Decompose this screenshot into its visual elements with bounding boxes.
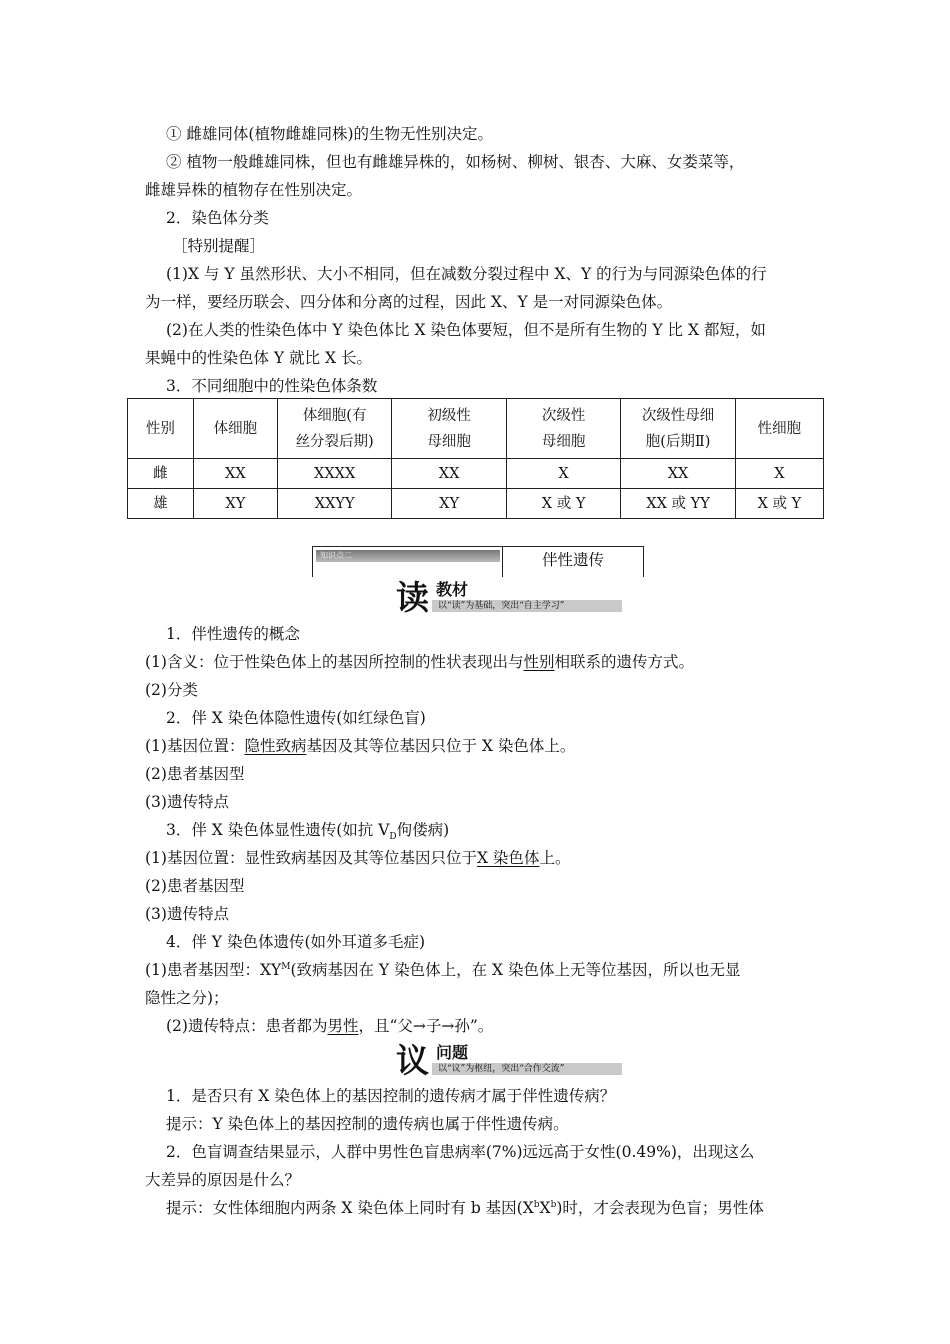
knowledge-point-box bbox=[312, 546, 644, 577]
section-heading-3: 3．不同细胞中的性染色体条数 bbox=[166, 377, 378, 395]
header-line: 丝分裂后期) bbox=[295, 433, 374, 450]
text-span: X bbox=[539, 1199, 551, 1217]
underlined-term: 性别 bbox=[523, 653, 555, 671]
table-cell: XY bbox=[193, 489, 277, 519]
underlined-term: 男性 bbox=[327, 1017, 359, 1035]
discuss-question-banner bbox=[396, 1042, 628, 1082]
table-header-cell bbox=[621, 399, 735, 459]
reading-4-1 bbox=[145, 960, 740, 980]
header-line: 次级性母细 bbox=[641, 407, 715, 424]
sex-chromosome-table bbox=[127, 398, 824, 519]
table-header-cell bbox=[506, 399, 620, 459]
reading-2-1 bbox=[145, 736, 575, 756]
table-cell: X bbox=[735, 459, 823, 489]
text-span: (2)遗传特点：患者都为 bbox=[166, 1017, 328, 1035]
reading-3 bbox=[166, 820, 450, 843]
text-span: (1)基因位置：显性致病基因及其等位基因只位于 bbox=[145, 849, 477, 867]
text-span: (1)基因位置： bbox=[145, 737, 245, 755]
reading-2-2: (2)患者基因型 bbox=[145, 765, 245, 783]
banner-word: 教材 bbox=[436, 580, 469, 599]
superscript: b bbox=[533, 1199, 540, 1210]
banner-subtitle: 以“读”为基础，突出“自主学习” bbox=[432, 600, 622, 612]
table-cell: XXXX bbox=[277, 459, 391, 489]
reading-4-1c: 隐性之分)； bbox=[145, 989, 229, 1007]
text-span: ，且“父→子→孙”。 bbox=[358, 1017, 494, 1035]
underlined-term: X 染色体 bbox=[476, 849, 540, 867]
reading-2-3: (3)遗传特点 bbox=[145, 793, 229, 811]
table-header-cell: 性别 bbox=[128, 399, 194, 459]
reminder-1a: (1)X 与 Y 虽然形状、大小不相同，但在减数分裂过程中 X、Y 的行为与同源染色体的行 bbox=[166, 265, 767, 283]
table-header-cell: 体细胞 bbox=[193, 399, 277, 459]
header-line: 体细胞(有 bbox=[302, 407, 367, 424]
table-cell: XX 或 YY bbox=[621, 489, 735, 519]
text-span: 相联系的遗传方式。 bbox=[554, 653, 694, 671]
header-line: 次级性 bbox=[541, 407, 586, 424]
read-textbook-banner bbox=[396, 579, 628, 619]
reading-4-2 bbox=[166, 1016, 493, 1036]
hint-2 bbox=[166, 1198, 764, 1218]
table-cell: X 或 Y bbox=[506, 489, 620, 519]
reading-3-2: (2)患者基因型 bbox=[145, 877, 245, 895]
text-span: (1)含义：位于性染色体上的基因所控制的性状表现出与 bbox=[145, 653, 524, 671]
table-header-cell: 性细胞 bbox=[735, 399, 823, 459]
reading-3-3: (3)遗传特点 bbox=[145, 905, 229, 923]
banner-big-char: 读 bbox=[396, 578, 429, 617]
intro-line-1: ① 雌雄同体(植物雌雄同株)的生物无性别决定。 bbox=[166, 125, 494, 143]
text-span: (致病基因在 Y 染色体上，在 X 染色体上无等位基因，所以也无显 bbox=[290, 961, 741, 979]
reading-4: 4．伴 Y 染色体遗传(如外耳道多毛症) bbox=[166, 933, 426, 951]
reading-1-2: (2)分类 bbox=[145, 681, 198, 699]
table-cell: XXYY bbox=[277, 489, 391, 519]
subscript: D bbox=[389, 832, 397, 843]
table-cell: XX bbox=[621, 459, 735, 489]
table-row bbox=[128, 459, 824, 489]
table-header-row bbox=[128, 399, 824, 459]
table-header-cell bbox=[277, 399, 391, 459]
reminder-2b: 果蝇中的性染色体 Y 就比 X 长。 bbox=[145, 349, 372, 367]
knowledge-point-tag: 知识点二 bbox=[316, 550, 500, 562]
banner-subtitle: 以“议”为枢纽，突出“合作交流” bbox=[432, 1063, 622, 1075]
table-cell: 雄 bbox=[128, 489, 194, 519]
reading-1-1 bbox=[145, 652, 694, 672]
special-reminder-label: ［特别提醒］ bbox=[172, 237, 266, 255]
text-span: 3．伴 X 染色体显性遗传(如抗 V bbox=[166, 821, 390, 839]
table-cell: XY bbox=[392, 489, 506, 519]
reading-3-1 bbox=[145, 848, 570, 868]
knowledge-point-title: 伴性遗传 bbox=[541, 551, 604, 569]
underlined-term: 隐性致病 bbox=[244, 737, 307, 755]
table-cell: XX bbox=[193, 459, 277, 489]
superscript: M bbox=[281, 961, 291, 972]
intro-line-2b: 雌雄异株的植物存在性别决定。 bbox=[145, 181, 363, 199]
reminder-2a: (2)在人类的性染色体中 Y 染色体比 X 染色体要短，但不是所有生物的 Y 比 X 都短，如 bbox=[166, 321, 766, 339]
text-span: 上。 bbox=[539, 849, 571, 867]
text-span: )时，才会表现为色盲；男性体 bbox=[556, 1199, 764, 1217]
header-line: 母细胞 bbox=[427, 433, 471, 450]
table-header-cell bbox=[392, 399, 506, 459]
table-cell: X 或 Y bbox=[735, 489, 823, 519]
reading-2: 2．伴 X 染色体隐性遗传(如红绿色盲) bbox=[166, 709, 426, 727]
question-2a: 2．色盲调查结果显示，人群中男性色盲患病率(7%)远远高于女性(0.49%)，出现这么 bbox=[166, 1143, 755, 1161]
banner-big-char: 议 bbox=[396, 1041, 429, 1080]
header-line: 初级性 bbox=[427, 407, 471, 424]
table-row bbox=[128, 489, 824, 519]
intro-line-2a: ② 植物一般雌雄同株，但也有雌雄异株的，如杨树、柳树、银杏、大麻、女娄菜等， bbox=[166, 153, 745, 171]
question-1: 1．是否只有 X 染色体上的基因控制的遗传病才属于伴性遗传病？ bbox=[166, 1087, 616, 1105]
reading-1: 1．伴性遗传的概念 bbox=[166, 625, 300, 643]
header-line: 母细胞 bbox=[541, 433, 586, 450]
header-line: 胞(后期Ⅱ) bbox=[645, 433, 711, 450]
table-cell: 雌 bbox=[128, 459, 194, 489]
reminder-1b: 为一样，要经历联会、四分体和分离的过程，因此 X、Y 是一对同源染色体。 bbox=[145, 293, 673, 311]
table-cell: X bbox=[506, 459, 620, 489]
text-span: 佝偻病) bbox=[396, 821, 450, 839]
text-span: 基因及其等位基因只位于 X 染色体上。 bbox=[306, 737, 576, 755]
section-heading-2: 2．染色体分类 bbox=[166, 209, 269, 227]
text-span: (1)患者基因型：XY bbox=[145, 961, 282, 979]
hint-1: 提示：Y 染色体上的基因控制的遗传病也属于伴性遗传病。 bbox=[166, 1115, 569, 1133]
question-2b: 大差异的原因是什么？ bbox=[145, 1171, 301, 1189]
superscript: b bbox=[550, 1199, 557, 1210]
banner-word: 问题 bbox=[436, 1043, 469, 1062]
text-span: 提示：女性体细胞内两条 X 染色体上同时有 b 基因(X bbox=[166, 1199, 534, 1217]
table-cell: XX bbox=[392, 459, 506, 489]
